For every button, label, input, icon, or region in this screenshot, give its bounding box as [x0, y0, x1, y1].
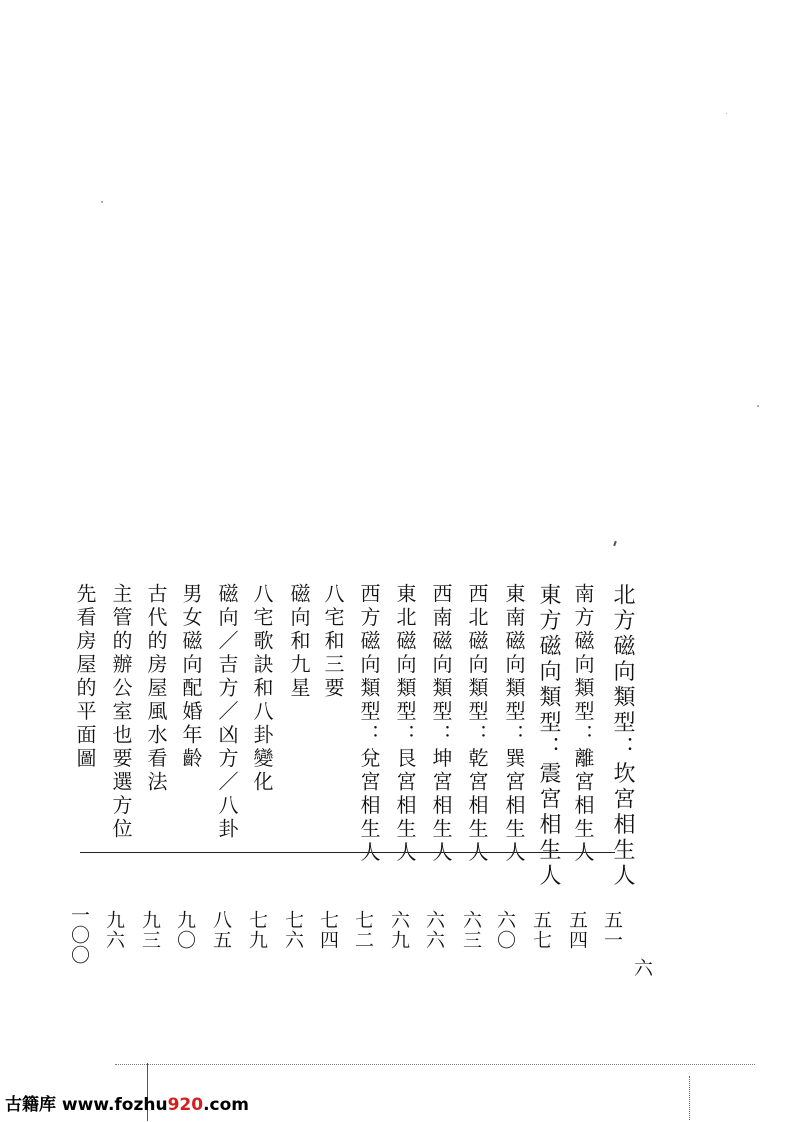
- site-name: 古籍库: [5, 1095, 56, 1115]
- site-url-suffix: .com: [203, 1095, 250, 1115]
- toc-entry-page: 五一: [601, 910, 623, 950]
- site-url[interactable]: [62, 1095, 249, 1115]
- toc-entry-title: 東南磁向類型：巽宮相生人: [502, 583, 526, 865]
- toc-entry-title: 西南磁向類型：坤宮相生人: [429, 583, 453, 865]
- toc-entry-title: 西方磁向類型：兌宮相生人: [357, 583, 381, 865]
- toc-entry-title: 磁向／吉方／凶方／八卦: [215, 583, 239, 842]
- toc-entry-page: 五四: [566, 910, 588, 950]
- toc-entry-page: 九三: [139, 910, 161, 950]
- toc-entry-page: 七六: [282, 910, 304, 950]
- scan-edge-line: [115, 1064, 755, 1065]
- scan-edge-line: [689, 1076, 690, 1120]
- toc-entry-page: 六六: [423, 910, 445, 950]
- toc-entry-page: 九六: [103, 910, 125, 950]
- separator-rule: [80, 852, 615, 853]
- footer-watermark[interactable]: [5, 1090, 249, 1115]
- toc-entry-page: 七九: [246, 910, 268, 950]
- toc-entry-page: 七四: [317, 910, 339, 950]
- toc-entry-page: 六三: [460, 910, 482, 950]
- site-url-accent: 920: [167, 1095, 204, 1115]
- toc-entry-page: 七二: [352, 910, 374, 950]
- toc-entry-page: 六〇: [494, 910, 516, 950]
- toc-entry-title: 東北磁向類型：艮宮相生人: [393, 583, 417, 865]
- scan-mark: [613, 541, 617, 546]
- toc-entry-page: 五七: [530, 910, 552, 950]
- scan-speck: [757, 405, 759, 407]
- toc-entry-title: 男女磁向配婚年齡: [179, 583, 203, 771]
- toc-entry-page: 一〇〇: [68, 905, 90, 965]
- site-url-prefix: www.fozhu: [61, 1095, 168, 1115]
- toc-entry-title: 東方磁向類型：震宮相生人: [536, 583, 561, 889]
- toc-entry-title: 古代的房屋風水看法: [144, 583, 168, 795]
- toc-entry-page: 九〇: [174, 910, 196, 950]
- toc-entry-title: 西北磁向類型：乾宮相生人: [465, 583, 489, 865]
- scan-speck: [101, 201, 103, 203]
- toc-entry-page: 八五: [210, 910, 232, 950]
- toc-entry-title: 主管的辦公室也要選方位: [109, 583, 133, 842]
- toc-entry-title: 八宅和三要: [321, 583, 345, 701]
- toc-entry-title: 北方磁向類型：坎宮相生人: [610, 583, 635, 889]
- toc-entry-title: 先看房屋的平面圖: [73, 583, 97, 771]
- toc-entry-title: 南方磁向類型：離宮相生人: [571, 583, 595, 865]
- section-number: 六: [631, 958, 653, 977]
- toc-entry-title: 八宅歌訣和八卦變化: [250, 583, 274, 795]
- toc-entry-title: 磁向和九星: [287, 583, 311, 701]
- scan-speck: [726, 113, 727, 114]
- toc-entry-page: 六九: [388, 910, 410, 950]
